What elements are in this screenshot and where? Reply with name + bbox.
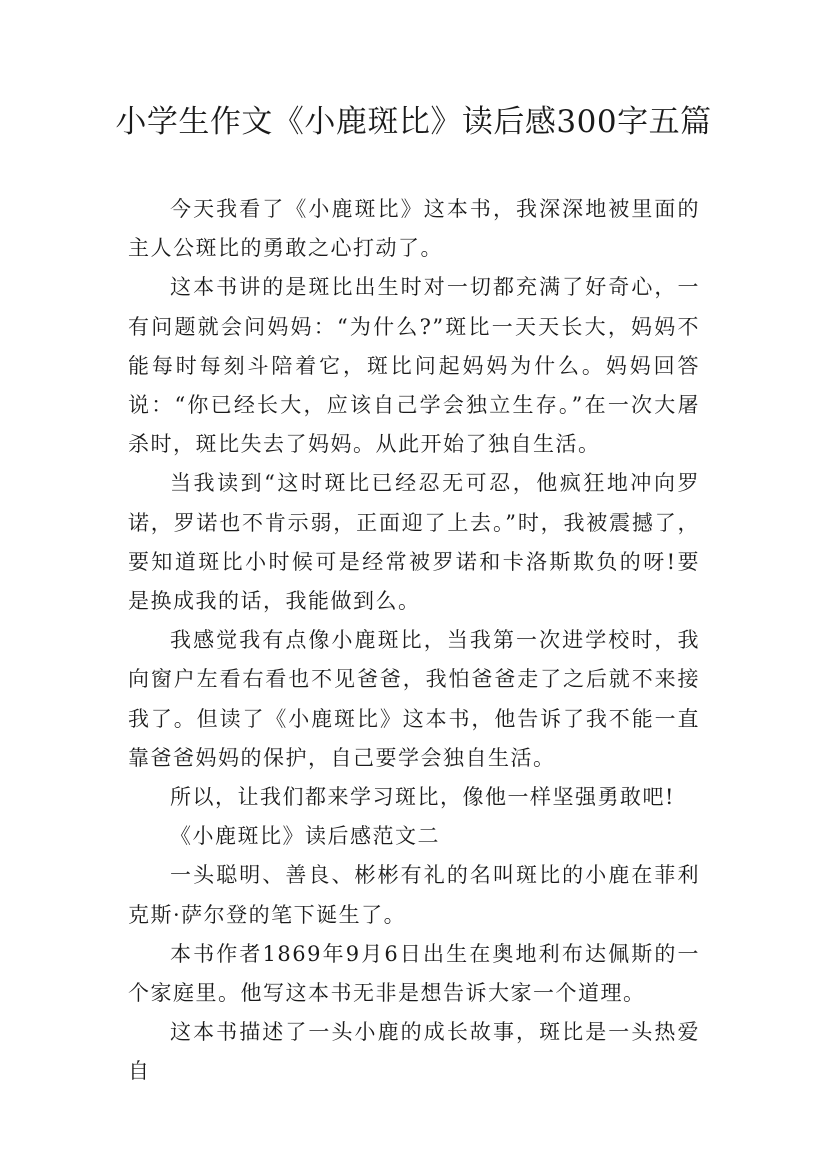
paragraph: 一头聪明、善良、彬彬有礼的名叫斑比的小鹿在菲利克斯·萨尔登的笔下诞生了。 [128, 863, 700, 927]
document-title: 小学生作文《小鹿斑比》读后感300字五篇 [115, 104, 712, 140]
paragraph: 这本书讲的是斑比出生时对一切都充满了好奇心，一有问题就会问妈妈：“为什么?”斑比一天天长大，妈妈不能每时每刻斗陪着它，斑比问起妈妈为什么。妈妈回答说：“你已经长大，应该自己学会独立生存。”在一次大屠杀时，斑比失去了妈妈。从此开始了独自生活。 [128, 275, 700, 457]
document-body [128, 190, 700, 1092]
paragraph: 今天我看了《小鹿斑比》这本书，我深深地被里面的主人公斑比的勇敢之心打动了。 [128, 197, 700, 261]
paragraph: 本书作者1869年9月6日出生在奥地利布达佩斯的一个家庭里。他写这本书无非是想告诉大家一个道理。 [128, 941, 700, 1006]
paragraph: 这本书描述了一头小鹿的成长故事，斑比是一头热爱自 [128, 1020, 700, 1084]
paragraph: 所以，让我们都来学习斑比，像他一样坚强勇敢吧! [170, 785, 675, 810]
paragraph: 我感觉我有点像小鹿斑比，当我第一次进学校时，我向窗户左看右看也不见爸爸，我怕爸爸走了之后就不来接我了。但读了《小鹿斑比》这本书，他告诉了我不能一直靠爸爸妈妈的保护，自己要学会独自生活。 [128, 628, 700, 770]
section-heading: 《小鹿斑比》读后感范文二 [170, 824, 440, 849]
paragraph: 当我读到“这时斑比已经忍无可忍，他疯狂地冲向罗诺，罗诺也不肯示弱，正面迎了上去。”时，我被震撼了，要知道斑比小时候可是经常被罗诺和卡洛斯欺负的呀!要是换成我的话，我能做到么。 [128, 471, 700, 614]
